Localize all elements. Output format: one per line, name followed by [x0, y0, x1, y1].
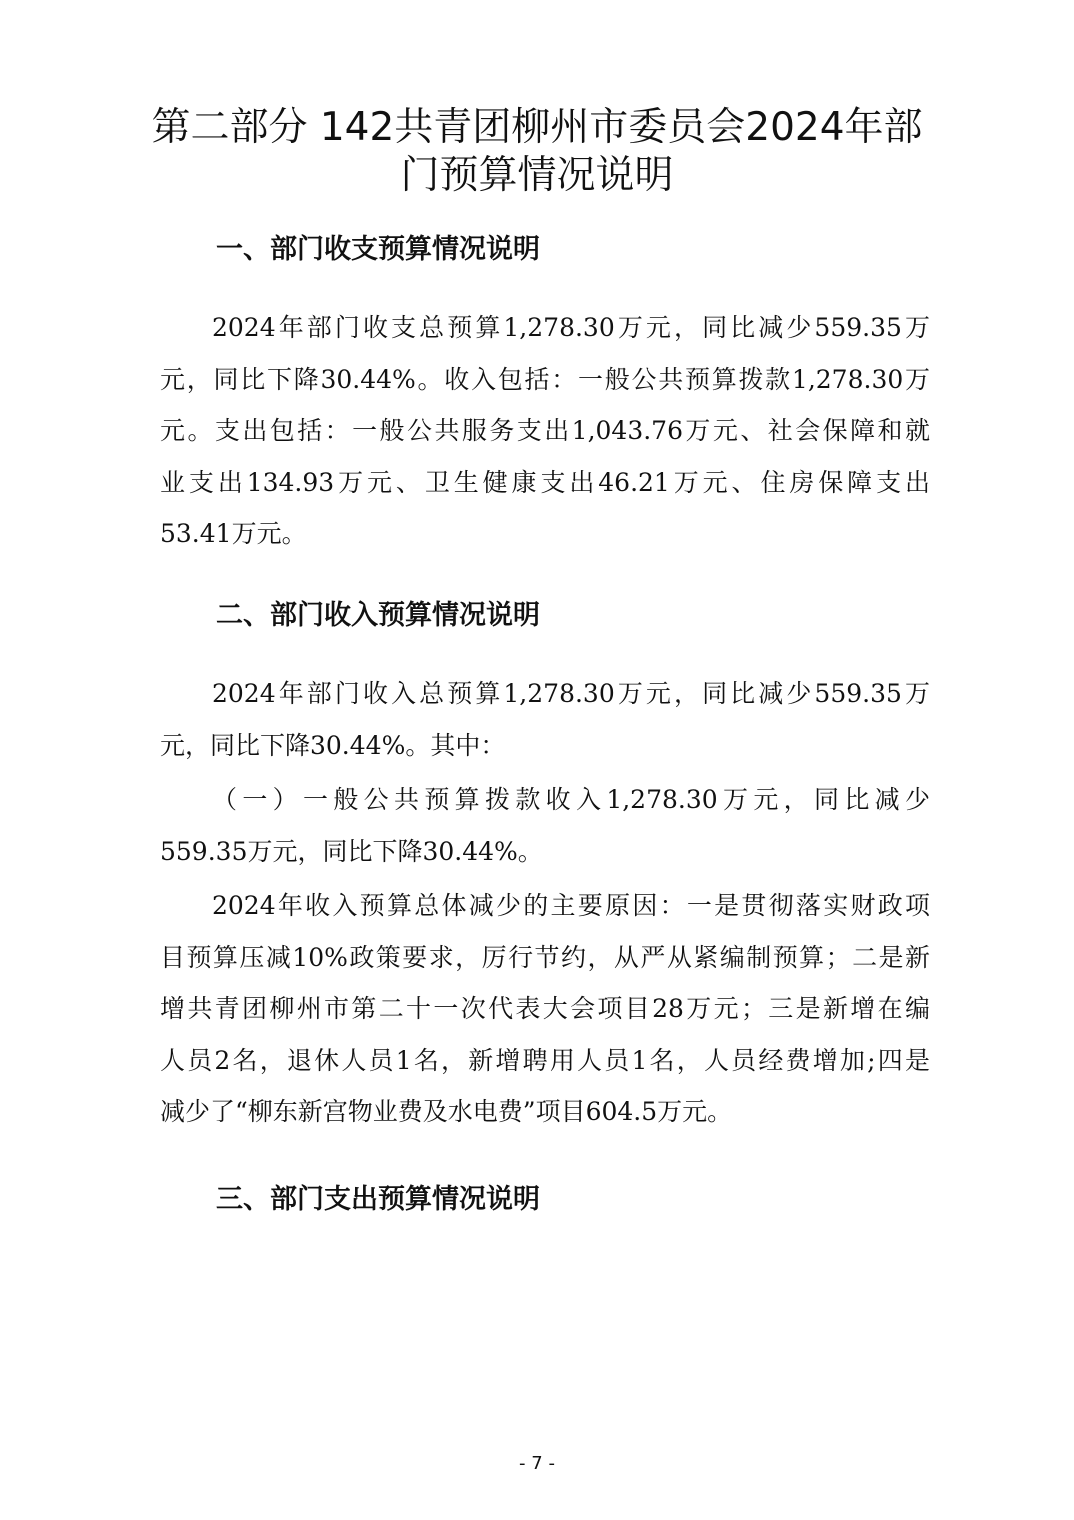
- text-line: 人员2名，退休人员1名，新增聘用人员1名，人员经费增加;四是: [160, 1045, 930, 1075]
- section-2-paragraph-2: [160, 774, 930, 877]
- section-heading-3: 三、部门支出预算情况说明: [216, 1184, 540, 1215]
- text-line: 增共青团柳州市第二十一次代表大会项目28万元；三是新增在编: [160, 994, 930, 1023]
- text-line: 559.35万元，同比下降30.44%。: [160, 836, 543, 866]
- text-line: 2024年部门收入总预算1,278.30万元，同比减少559.35万: [212, 679, 930, 708]
- section-heading-2: 二、部门收入预算情况说明: [216, 600, 540, 631]
- text-line: 2024年收入预算总体减少的主要原因：一是贯彻落实财政项: [212, 891, 930, 920]
- text-line: （一）一般公共预算拨款收入1,278.30万元，同比减少: [212, 785, 930, 814]
- text-line: 减少了“柳东新宫物业费及水电费”项目604.5万元。: [160, 1097, 733, 1126]
- title-line-1: 第二部分 142共青团柳州市委员会2024年部: [151, 105, 923, 150]
- text-line: 元，同比下降30.44%。其中：: [160, 730, 506, 760]
- text-line: 元。支出包括：一般公共服务支出1,043.76万元、社会保障和就: [160, 416, 930, 445]
- document-title: [150, 104, 924, 200]
- section-1-paragraph-1: [160, 302, 930, 560]
- text-line: 业支出134.93万元、卫生健康支出46.21万元、住房保障支出: [160, 467, 930, 497]
- page-number: - 7 -: [519, 1453, 555, 1474]
- text-line: 2024年部门收支总预算1,278.30万元，同比减少559.35万: [212, 313, 930, 342]
- text-line: 53.41万元。: [160, 519, 307, 548]
- text-line: 元，同比下降30.44%。收入包括：一般公共预算拨款1,278.30万: [160, 364, 930, 394]
- section-2-paragraph-3: [160, 880, 930, 1138]
- text-line: 目预算压减10%政策要求，厉行节约，从严从紧编制预算；二是新: [160, 942, 930, 972]
- section-2-paragraph-1: [160, 668, 930, 771]
- title-line-2: 门预算情况说明: [400, 153, 674, 198]
- section-heading-1: 一、部门收支预算情况说明: [216, 234, 540, 265]
